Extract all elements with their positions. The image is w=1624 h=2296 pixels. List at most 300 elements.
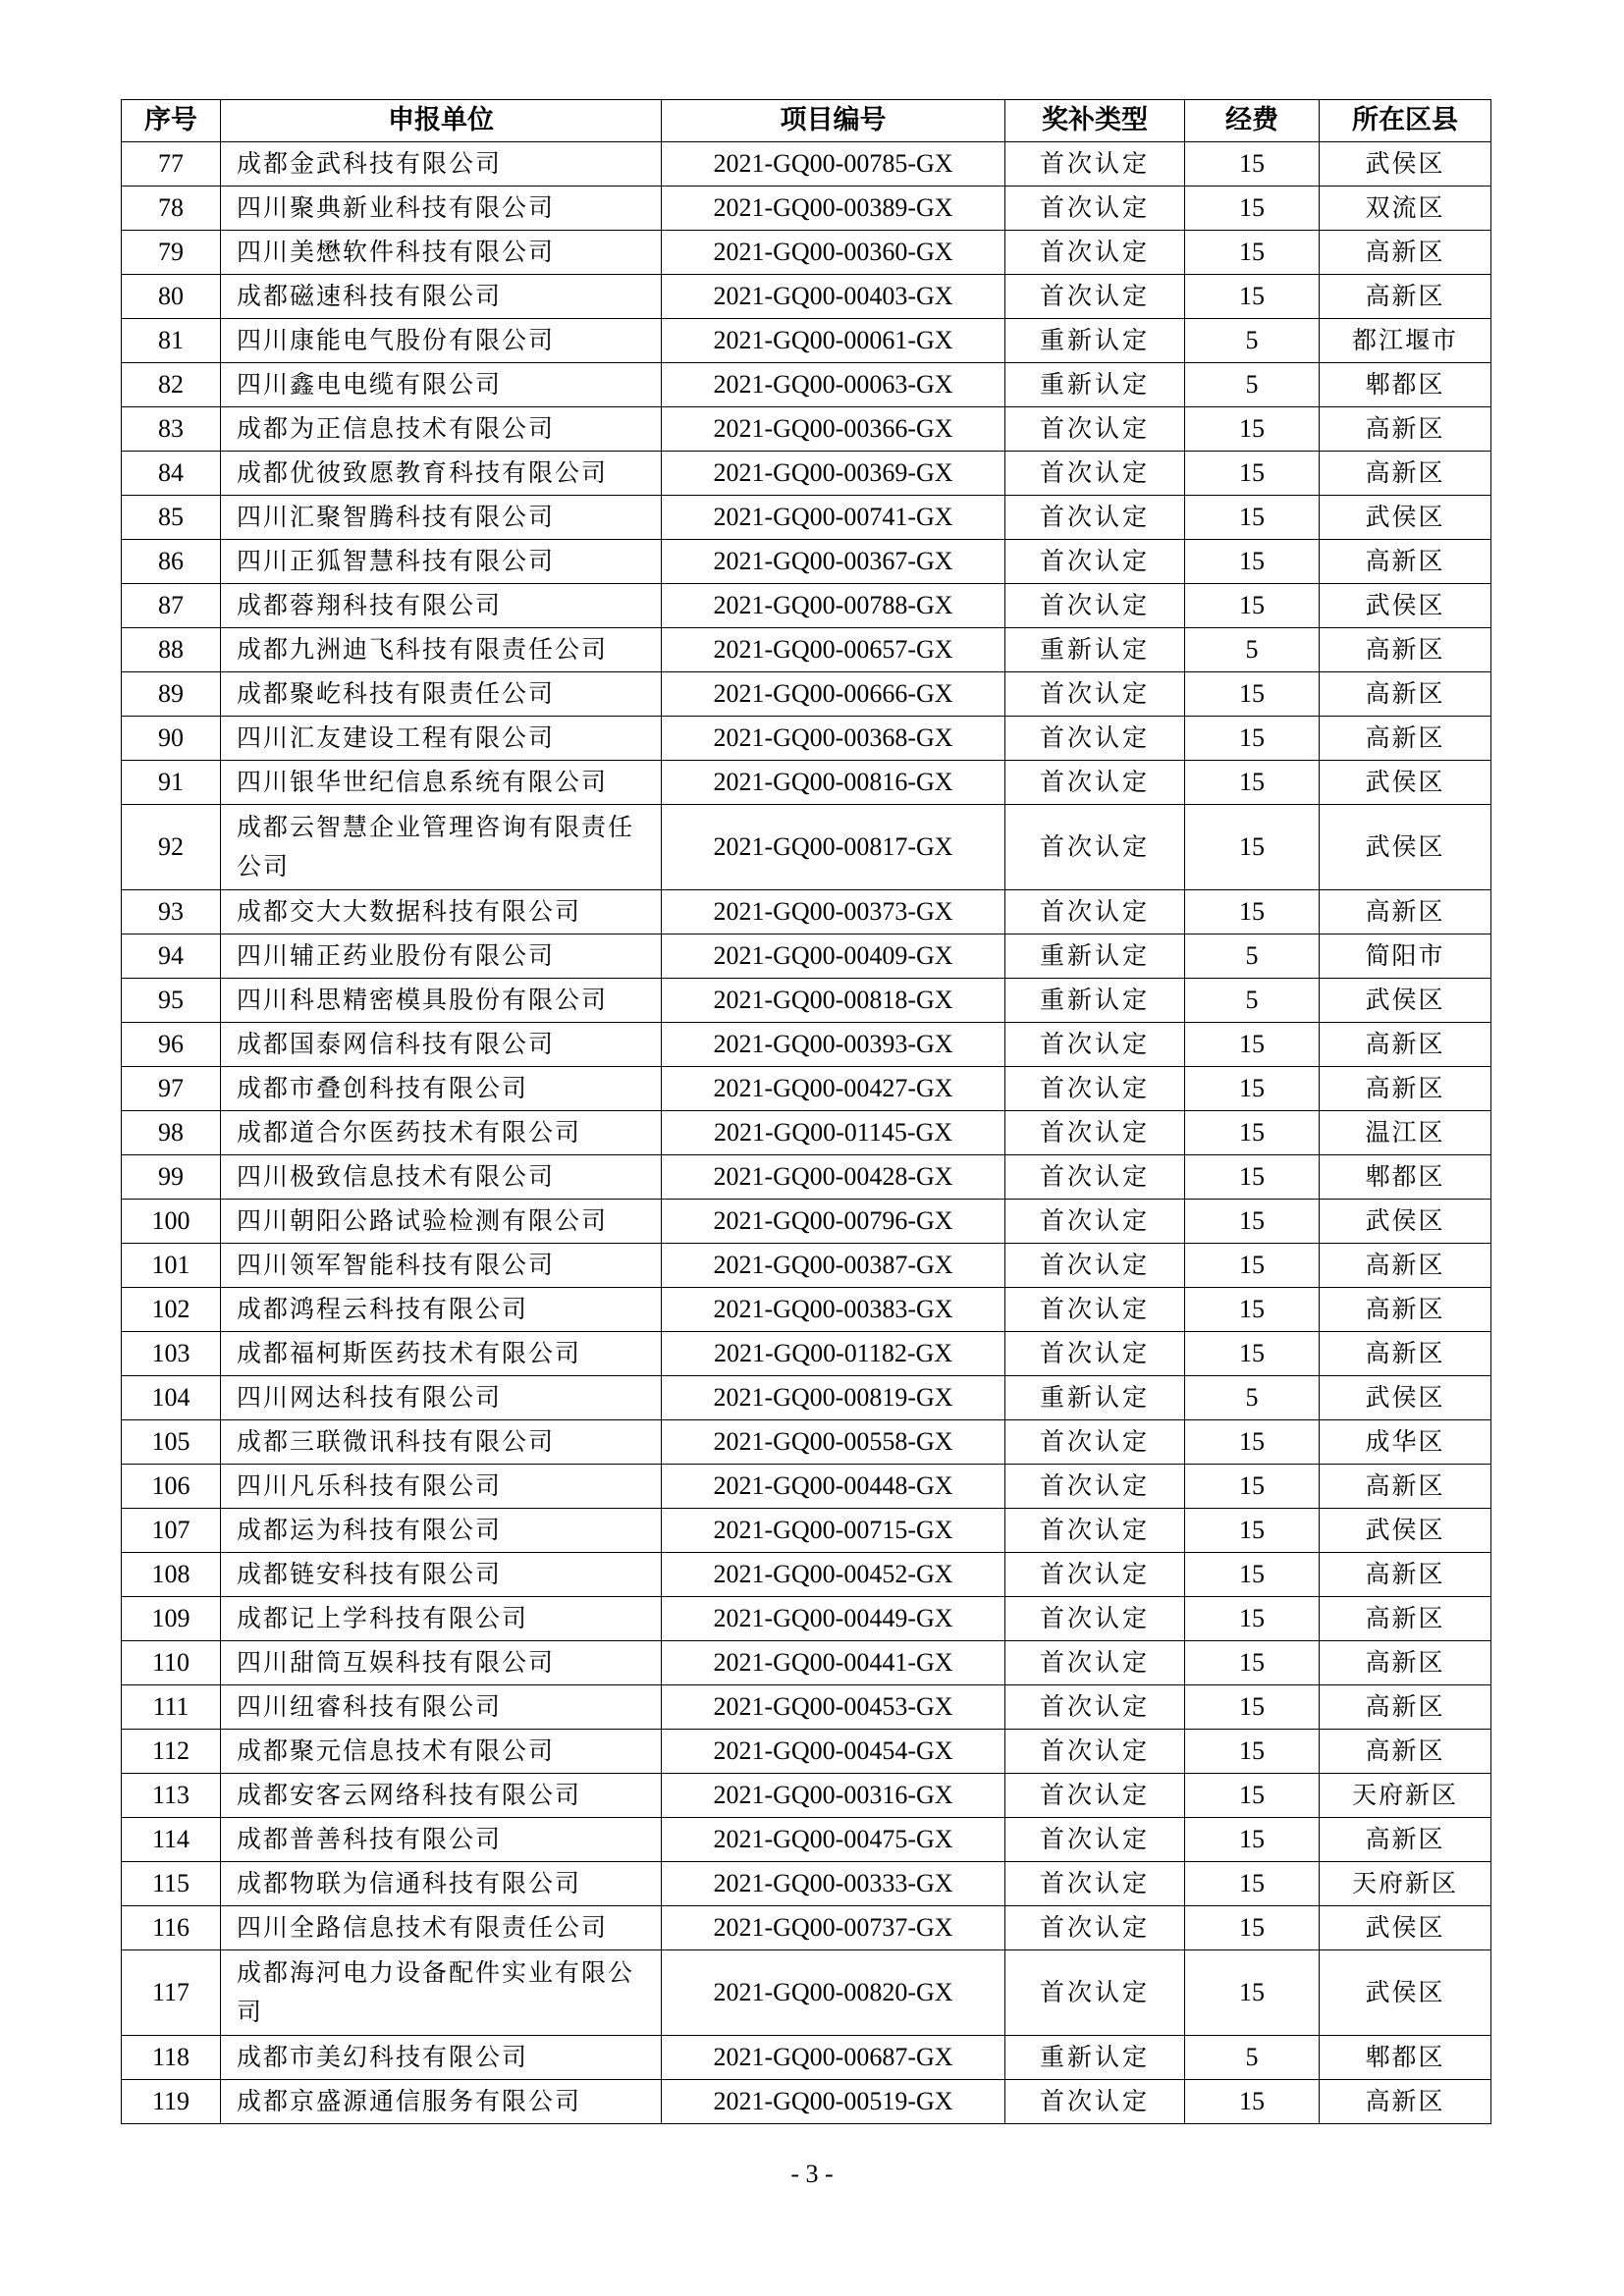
cell-unit: 四川汇聚智腾科技有限公司 [221, 496, 662, 540]
cell-district: 高新区 [1320, 1288, 1491, 1332]
table-row [122, 934, 1491, 979]
cell-funding: 5 [1185, 628, 1320, 672]
cell-unit: 成都金武科技有限公司 [221, 142, 662, 187]
cell-funding: 15 [1185, 1200, 1320, 1244]
cell-award-type: 首次认定 [1005, 1155, 1185, 1200]
cell-funding: 15 [1185, 1553, 1320, 1597]
cell-funding: 15 [1185, 275, 1320, 319]
header-unit: 申报单位 [221, 100, 662, 142]
cell-award-type: 首次认定 [1005, 142, 1185, 187]
cell-award-type: 首次认定 [1005, 1067, 1185, 1111]
cell-award-type: 首次认定 [1005, 1730, 1185, 1774]
cell-unit: 成都国泰网信科技有限公司 [221, 1023, 662, 1067]
cell-award-type: 首次认定 [1005, 1862, 1185, 1906]
cell-unit: 成都优彼致愿教育科技有限公司 [221, 452, 662, 496]
cell-district: 天府新区 [1320, 1774, 1491, 1818]
cell-index: 90 [122, 717, 221, 761]
cell-unit: 成都运为科技有限公司 [221, 1509, 662, 1553]
cell-funding: 15 [1185, 1244, 1320, 1288]
cell-project-code: 2021-GQ00-00737-GX [662, 1906, 1005, 1950]
cell-award-type: 首次认定 [1005, 584, 1185, 628]
cell-project-code: 2021-GQ00-00454-GX [662, 1730, 1005, 1774]
table-row [122, 628, 1491, 672]
cell-district: 成华区 [1320, 1420, 1491, 1465]
table-row [122, 1553, 1491, 1597]
cell-project-code: 2021-GQ00-00369-GX [662, 452, 1005, 496]
table-row [122, 1023, 1491, 1067]
cell-award-type: 首次认定 [1005, 1509, 1185, 1553]
cell-district: 高新区 [1320, 717, 1491, 761]
cell-award-type: 首次认定 [1005, 1465, 1185, 1509]
cell-project-code: 2021-GQ00-00409-GX [662, 934, 1005, 979]
cell-unit: 四川汇友建设工程有限公司 [221, 717, 662, 761]
cell-unit: 成都为正信息技术有限公司 [221, 407, 662, 452]
cell-project-code: 2021-GQ00-00817-GX [662, 805, 1005, 890]
cell-unit: 成都道合尔医药技术有限公司 [221, 1111, 662, 1155]
cell-index: 99 [122, 1155, 221, 1200]
cell-district: 高新区 [1320, 1553, 1491, 1597]
cell-index: 96 [122, 1023, 221, 1067]
cell-award-type: 首次认定 [1005, 540, 1185, 584]
cell-project-code: 2021-GQ00-00360-GX [662, 231, 1005, 275]
cell-project-code: 2021-GQ00-00428-GX [662, 1155, 1005, 1200]
cell-unit: 成都京盛源通信服务有限公司 [221, 2080, 662, 2124]
cell-award-type: 重新认定 [1005, 319, 1185, 363]
cell-district: 武侯区 [1320, 1200, 1491, 1244]
cell-district: 武侯区 [1320, 805, 1491, 890]
cell-district: 武侯区 [1320, 1906, 1491, 1950]
cell-unit: 四川甜筒互娱科技有限公司 [221, 1641, 662, 1685]
cell-award-type: 首次认定 [1005, 407, 1185, 452]
table-row [122, 584, 1491, 628]
cell-district: 高新区 [1320, 1730, 1491, 1774]
table-row [122, 1597, 1491, 1641]
cell-funding: 15 [1185, 1862, 1320, 1906]
cell-district: 简阳市 [1320, 934, 1491, 979]
cell-funding: 15 [1185, 1023, 1320, 1067]
cell-funding: 15 [1185, 1730, 1320, 1774]
cell-unit: 成都三联微讯科技有限公司 [221, 1420, 662, 1465]
cell-index: 116 [122, 1906, 221, 1950]
cell-project-code: 2021-GQ00-00816-GX [662, 761, 1005, 805]
cell-unit: 四川康能电气股份有限公司 [221, 319, 662, 363]
cell-unit: 四川领军智能科技有限公司 [221, 1244, 662, 1288]
cell-unit: 成都物联为信通科技有限公司 [221, 1862, 662, 1906]
cell-award-type: 首次认定 [1005, 761, 1185, 805]
cell-index: 85 [122, 496, 221, 540]
cell-index: 113 [122, 1774, 221, 1818]
cell-award-type: 首次认定 [1005, 717, 1185, 761]
table-row [122, 1818, 1491, 1862]
cell-district: 武侯区 [1320, 979, 1491, 1023]
table-row [122, 672, 1491, 717]
cell-funding: 5 [1185, 979, 1320, 1023]
cell-funding: 15 [1185, 231, 1320, 275]
cell-index: 107 [122, 1509, 221, 1553]
table-row [122, 1730, 1491, 1774]
cell-index: 89 [122, 672, 221, 717]
cell-award-type: 首次认定 [1005, 1597, 1185, 1641]
table-row [122, 319, 1491, 363]
cell-district: 郫都区 [1320, 1155, 1491, 1200]
table-row [122, 979, 1491, 1023]
table-body [122, 142, 1491, 2124]
cell-index: 103 [122, 1332, 221, 1376]
cell-funding: 5 [1185, 363, 1320, 407]
cell-project-code: 2021-GQ00-00449-GX [662, 1597, 1005, 1641]
cell-funding: 15 [1185, 1906, 1320, 1950]
header-project-code: 项目编号 [662, 100, 1005, 142]
table-row [122, 1465, 1491, 1509]
table-row [122, 452, 1491, 496]
cell-award-type: 首次认定 [1005, 187, 1185, 231]
table-row [122, 363, 1491, 407]
cell-project-code: 2021-GQ00-00687-GX [662, 2036, 1005, 2080]
cell-unit: 成都链安科技有限公司 [221, 1553, 662, 1597]
cell-award-type: 首次认定 [1005, 275, 1185, 319]
table-row [122, 1509, 1491, 1553]
cell-funding: 15 [1185, 1420, 1320, 1465]
cell-award-type: 首次认定 [1005, 1685, 1185, 1730]
cell-funding: 15 [1185, 1685, 1320, 1730]
cell-project-code: 2021-GQ00-00818-GX [662, 979, 1005, 1023]
cell-award-type: 首次认定 [1005, 1244, 1185, 1288]
cell-project-code: 2021-GQ00-00441-GX [662, 1641, 1005, 1685]
cell-funding: 15 [1185, 584, 1320, 628]
cell-district: 高新区 [1320, 1465, 1491, 1509]
cell-index: 92 [122, 805, 221, 890]
cell-project-code: 2021-GQ00-00796-GX [662, 1200, 1005, 1244]
cell-project-code: 2021-GQ00-00820-GX [662, 1950, 1005, 2036]
cell-index: 102 [122, 1288, 221, 1332]
cell-unit: 成都安客云网络科技有限公司 [221, 1774, 662, 1818]
cell-district: 高新区 [1320, 231, 1491, 275]
header-award-type: 奖补类型 [1005, 100, 1185, 142]
cell-index: 80 [122, 275, 221, 319]
table-row [122, 1200, 1491, 1244]
cell-index: 93 [122, 890, 221, 934]
cell-award-type: 首次认定 [1005, 452, 1185, 496]
cell-district: 武侯区 [1320, 761, 1491, 805]
cell-award-type: 首次认定 [1005, 1332, 1185, 1376]
cell-district: 高新区 [1320, 1067, 1491, 1111]
cell-district: 武侯区 [1320, 1509, 1491, 1553]
cell-unit: 成都市叠创科技有限公司 [221, 1067, 662, 1111]
cell-district: 郫都区 [1320, 363, 1491, 407]
table-row [122, 1774, 1491, 1818]
cell-unit: 四川科思精密模具股份有限公司 [221, 979, 662, 1023]
cell-unit: 成都九洲迪飞科技有限责任公司 [221, 628, 662, 672]
table-row [122, 1244, 1491, 1288]
cell-funding: 15 [1185, 187, 1320, 231]
cell-award-type: 首次认定 [1005, 1023, 1185, 1067]
cell-funding: 15 [1185, 1509, 1320, 1553]
cell-funding: 15 [1185, 1288, 1320, 1332]
cell-project-code: 2021-GQ00-00475-GX [662, 1818, 1005, 1862]
cell-funding: 15 [1185, 805, 1320, 890]
cell-district: 高新区 [1320, 1818, 1491, 1862]
cell-project-code: 2021-GQ00-00366-GX [662, 407, 1005, 452]
cell-project-code: 2021-GQ00-00558-GX [662, 1420, 1005, 1465]
cell-funding: 15 [1185, 1818, 1320, 1862]
cell-index: 119 [122, 2080, 221, 2124]
cell-index: 81 [122, 319, 221, 363]
cell-unit: 成都聚元信息技术有限公司 [221, 1730, 662, 1774]
cell-project-code: 2021-GQ00-00389-GX [662, 187, 1005, 231]
cell-project-code: 2021-GQ00-00666-GX [662, 672, 1005, 717]
cell-award-type: 重新认定 [1005, 1376, 1185, 1420]
cell-funding: 15 [1185, 1155, 1320, 1200]
cell-unit: 成都海河电力设备配件实业有限公司 [221, 1950, 662, 2036]
cell-index: 110 [122, 1641, 221, 1685]
cell-index: 97 [122, 1067, 221, 1111]
cell-award-type: 首次认定 [1005, 496, 1185, 540]
cell-district: 双流区 [1320, 187, 1491, 231]
page-number: - 3 - [790, 2160, 834, 2188]
cell-unit: 四川极致信息技术有限公司 [221, 1155, 662, 1200]
cell-project-code: 2021-GQ00-00519-GX [662, 2080, 1005, 2124]
cell-funding: 15 [1185, 407, 1320, 452]
cell-district: 武侯区 [1320, 496, 1491, 540]
cell-district: 高新区 [1320, 452, 1491, 496]
cell-project-code: 2021-GQ00-00373-GX [662, 890, 1005, 934]
cell-project-code: 2021-GQ00-00819-GX [662, 1376, 1005, 1420]
cell-index: 105 [122, 1420, 221, 1465]
table-row [122, 407, 1491, 452]
cell-index: 106 [122, 1465, 221, 1509]
cell-index: 77 [122, 142, 221, 187]
cell-index: 91 [122, 761, 221, 805]
table-row [122, 540, 1491, 584]
table-row [122, 275, 1491, 319]
table-row [122, 890, 1491, 934]
cell-district: 温江区 [1320, 1111, 1491, 1155]
table-row [122, 1862, 1491, 1906]
cell-project-code: 2021-GQ00-00367-GX [662, 540, 1005, 584]
cell-district: 高新区 [1320, 672, 1491, 717]
table-row [122, 1288, 1491, 1332]
cell-district: 高新区 [1320, 1023, 1491, 1067]
cell-unit: 四川银华世纪信息系统有限公司 [221, 761, 662, 805]
cell-district: 高新区 [1320, 1244, 1491, 1288]
cell-unit: 成都记上学科技有限公司 [221, 1597, 662, 1641]
cell-project-code: 2021-GQ00-00785-GX [662, 142, 1005, 187]
cell-award-type: 首次认定 [1005, 1200, 1185, 1244]
cell-award-type: 重新认定 [1005, 363, 1185, 407]
cell-funding: 15 [1185, 2080, 1320, 2124]
cell-district: 武侯区 [1320, 584, 1491, 628]
cell-unit: 四川全路信息技术有限责任公司 [221, 1906, 662, 1950]
cell-funding: 15 [1185, 1067, 1320, 1111]
cell-award-type: 首次认定 [1005, 231, 1185, 275]
cell-district: 高新区 [1320, 890, 1491, 934]
cell-index: 117 [122, 1950, 221, 2036]
cell-unit: 成都普善科技有限公司 [221, 1818, 662, 1862]
cell-index: 94 [122, 934, 221, 979]
cell-unit: 四川正狐智慧科技有限公司 [221, 540, 662, 584]
cell-unit: 成都蓉翔科技有限公司 [221, 584, 662, 628]
cell-funding: 15 [1185, 890, 1320, 934]
cell-district: 高新区 [1320, 1332, 1491, 1376]
cell-index: 112 [122, 1730, 221, 1774]
cell-index: 83 [122, 407, 221, 452]
table-row [122, 2036, 1491, 2080]
cell-project-code: 2021-GQ00-01145-GX [662, 1111, 1005, 1155]
cell-award-type: 首次认定 [1005, 1950, 1185, 2036]
cell-award-type: 重新认定 [1005, 628, 1185, 672]
cell-district: 都江堰市 [1320, 319, 1491, 363]
cell-award-type: 首次认定 [1005, 1906, 1185, 1950]
cell-district: 武侯区 [1320, 1376, 1491, 1420]
cell-index: 111 [122, 1685, 221, 1730]
cell-project-code: 2021-GQ00-00383-GX [662, 1288, 1005, 1332]
cell-project-code: 2021-GQ00-00741-GX [662, 496, 1005, 540]
cell-funding: 15 [1185, 717, 1320, 761]
table-row [122, 1376, 1491, 1420]
cell-district: 高新区 [1320, 540, 1491, 584]
cell-district: 高新区 [1320, 1641, 1491, 1685]
cell-index: 109 [122, 1597, 221, 1641]
cell-district: 高新区 [1320, 628, 1491, 672]
cell-award-type: 首次认定 [1005, 1641, 1185, 1685]
cell-index: 79 [122, 231, 221, 275]
cell-project-code: 2021-GQ00-00333-GX [662, 1862, 1005, 1906]
cell-funding: 15 [1185, 496, 1320, 540]
cell-funding: 15 [1185, 761, 1320, 805]
cell-funding: 15 [1185, 1332, 1320, 1376]
cell-index: 82 [122, 363, 221, 407]
table-row [122, 187, 1491, 231]
cell-funding: 15 [1185, 1774, 1320, 1818]
table-row [122, 1155, 1491, 1200]
cell-funding: 15 [1185, 1950, 1320, 2036]
cell-unit: 成都磁速科技有限公司 [221, 275, 662, 319]
cell-index: 118 [122, 2036, 221, 2080]
cell-project-code: 2021-GQ00-00453-GX [662, 1685, 1005, 1730]
header-index: 序号 [122, 100, 221, 142]
cell-funding: 15 [1185, 1465, 1320, 1509]
cell-award-type: 首次认定 [1005, 1553, 1185, 1597]
cell-funding: 15 [1185, 1641, 1320, 1685]
cell-award-type: 重新认定 [1005, 2036, 1185, 2080]
cell-unit: 四川鑫电电缆有限公司 [221, 363, 662, 407]
table-row [122, 1420, 1491, 1465]
cell-project-code: 2021-GQ00-00316-GX [662, 1774, 1005, 1818]
cell-project-code: 2021-GQ00-00427-GX [662, 1067, 1005, 1111]
cell-index: 101 [122, 1244, 221, 1288]
cell-funding: 5 [1185, 934, 1320, 979]
cell-award-type: 首次认定 [1005, 890, 1185, 934]
table-row [122, 1067, 1491, 1111]
cell-district: 高新区 [1320, 1685, 1491, 1730]
cell-award-type: 重新认定 [1005, 934, 1185, 979]
cell-funding: 15 [1185, 540, 1320, 584]
cell-district: 高新区 [1320, 1597, 1491, 1641]
cell-district: 高新区 [1320, 2080, 1491, 2124]
cell-award-type: 首次认定 [1005, 1288, 1185, 1332]
cell-unit: 四川朝阳公路试验检测有限公司 [221, 1200, 662, 1244]
cell-award-type: 首次认定 [1005, 1420, 1185, 1465]
table-row [122, 2080, 1491, 2124]
table-header-row [122, 100, 1491, 142]
cell-unit: 成都交大大数据科技有限公司 [221, 890, 662, 934]
cell-district: 武侯区 [1320, 1950, 1491, 2036]
cell-project-code: 2021-GQ00-00452-GX [662, 1553, 1005, 1597]
cell-project-code: 2021-GQ00-00657-GX [662, 628, 1005, 672]
cell-funding: 5 [1185, 2036, 1320, 2080]
header-funding: 经费 [1185, 100, 1320, 142]
cell-district: 天府新区 [1320, 1862, 1491, 1906]
cell-award-type: 重新认定 [1005, 979, 1185, 1023]
cell-index: 114 [122, 1818, 221, 1862]
header-district: 所在区县 [1320, 100, 1491, 142]
cell-unit: 四川网达科技有限公司 [221, 1376, 662, 1420]
cell-district: 高新区 [1320, 407, 1491, 452]
table-row [122, 496, 1491, 540]
table-row [122, 1332, 1491, 1376]
cell-index: 87 [122, 584, 221, 628]
cell-project-code: 2021-GQ00-00061-GX [662, 319, 1005, 363]
cell-unit: 成都鸿程云科技有限公司 [221, 1288, 662, 1332]
cell-funding: 15 [1185, 1111, 1320, 1155]
award-list-table [121, 99, 1491, 2124]
cell-project-code: 2021-GQ00-00387-GX [662, 1244, 1005, 1288]
cell-project-code: 2021-GQ00-00715-GX [662, 1509, 1005, 1553]
cell-award-type: 首次认定 [1005, 672, 1185, 717]
cell-funding: 15 [1185, 1597, 1320, 1641]
cell-index: 100 [122, 1200, 221, 1244]
table-row [122, 717, 1491, 761]
cell-project-code: 2021-GQ00-00393-GX [662, 1023, 1005, 1067]
cell-index: 104 [122, 1376, 221, 1420]
cell-funding: 5 [1185, 319, 1320, 363]
cell-funding: 15 [1185, 452, 1320, 496]
cell-project-code: 2021-GQ00-00788-GX [662, 584, 1005, 628]
cell-unit: 成都福柯斯医药技术有限公司 [221, 1332, 662, 1376]
table-row [122, 805, 1491, 890]
cell-unit: 成都云智慧企业管理咨询有限责任公司 [221, 805, 662, 890]
cell-unit: 四川辅正药业股份有限公司 [221, 934, 662, 979]
cell-unit: 四川美懋软件科技有限公司 [221, 231, 662, 275]
table-row [122, 231, 1491, 275]
table-row [122, 761, 1491, 805]
cell-project-code: 2021-GQ00-00403-GX [662, 275, 1005, 319]
table-row [122, 1906, 1491, 1950]
cell-index: 86 [122, 540, 221, 584]
cell-index: 84 [122, 452, 221, 496]
cell-index: 108 [122, 1553, 221, 1597]
cell-index: 115 [122, 1862, 221, 1906]
cell-index: 78 [122, 187, 221, 231]
cell-project-code: 2021-GQ00-00368-GX [662, 717, 1005, 761]
cell-funding: 5 [1185, 1376, 1320, 1420]
cell-unit: 成都市美幻科技有限公司 [221, 2036, 662, 2080]
cell-unit: 四川凡乐科技有限公司 [221, 1465, 662, 1509]
cell-district: 高新区 [1320, 275, 1491, 319]
cell-project-code: 2021-GQ00-00448-GX [662, 1465, 1005, 1509]
cell-index: 98 [122, 1111, 221, 1155]
cell-unit: 成都聚屹科技有限责任公司 [221, 672, 662, 717]
cell-award-type: 首次认定 [1005, 805, 1185, 890]
table-row [122, 1685, 1491, 1730]
cell-district: 郫都区 [1320, 2036, 1491, 2080]
cell-index: 88 [122, 628, 221, 672]
table-row [122, 142, 1491, 187]
cell-project-code: 2021-GQ00-00063-GX [662, 363, 1005, 407]
cell-index: 95 [122, 979, 221, 1023]
table-row [122, 1641, 1491, 1685]
table-row [122, 1950, 1491, 2036]
